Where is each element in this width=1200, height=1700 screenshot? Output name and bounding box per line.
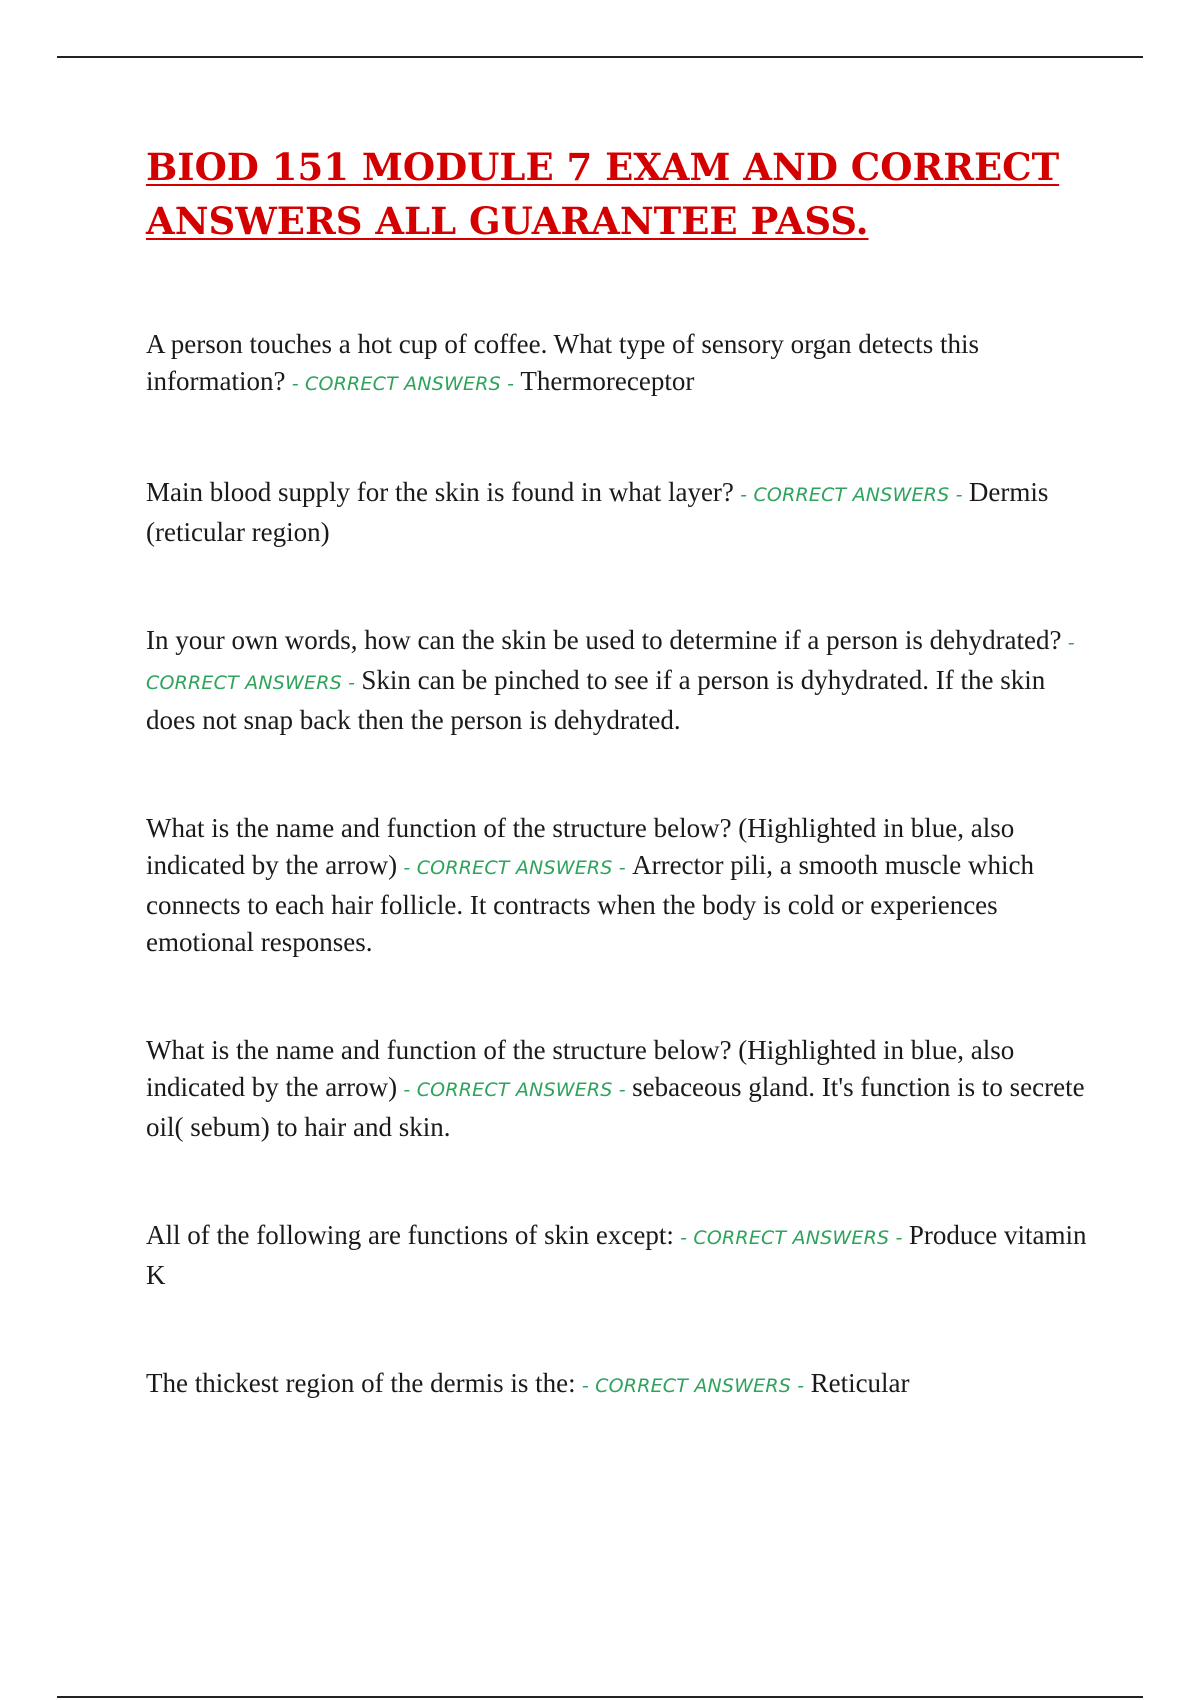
top-rule [57,56,1143,58]
page-content [146,140,1096,1476]
correct-answers-marker: - CORRECT ANSWERS - [733,484,969,506]
qa-item [146,1032,1096,1146]
answer-text: Skin can be pinched to see if a person is dyhydrated. If the skin does not snap back then the person is dehydrated. [146,665,1046,735]
bottom-rule [57,1696,1143,1698]
question-text: What is the name and function of the structure below? (Highlighted in blue, also indicated by the arrow) [146,1035,1015,1102]
answer-text: Thermoreceptor [520,366,695,396]
question-text: Main blood supply for the skin is found in what layer? [146,477,734,507]
correct-answers-marker: - CORRECT ANSWERS - [285,373,521,395]
question-text: The thickest region of the dermis is the: [146,1368,576,1398]
qa-item [146,810,1096,961]
correct-answers-marker: - CORRECT ANSWERS - [397,857,633,879]
question-text: All of the following are functions of skin except: [146,1220,674,1250]
qa-item [146,474,1096,551]
question-text: In your own words, how can the skin be used to determine if a person is dehydrated? [146,625,1062,655]
answer-text: Reticular [810,1368,910,1398]
answer-text: Arrector pili, a smooth muscle which connects to each hair follicle. It contracts when the body is cold or experiences emotional responses. [146,850,1034,957]
correct-answers-marker: - CORRECT ANSWERS - [146,632,1075,694]
question-text: What is the name and function of the structure below? (Highlighted in blue, also indicated by the arrow) [146,813,1015,880]
qa-item [146,622,1096,739]
correct-answers-marker: - CORRECT ANSWERS - [673,1227,909,1249]
answer-text: Dermis (reticular region) [146,477,1049,547]
page-title: BIOD 151 MODULE 7 EXAM AND CORRECT ANSWERS ALL GUARANTEE PASS. [146,145,1060,243]
question-text: A person touches a hot cup of coffee. What type of sensory organ detects this information? [146,329,980,396]
qa-list [146,326,1096,1405]
qa-item [146,1217,1096,1294]
correct-answers-marker: - CORRECT ANSWERS - [575,1375,811,1397]
answer-text: sebaceous gland. It's function is to secrete oil( sebum) to hair and skin. [146,1072,1085,1142]
correct-answers-marker: - CORRECT ANSWERS - [397,1079,633,1101]
answer-text: Produce vitamin K [146,1220,1087,1290]
qa-item [146,1365,1096,1405]
qa-item [146,326,1096,403]
